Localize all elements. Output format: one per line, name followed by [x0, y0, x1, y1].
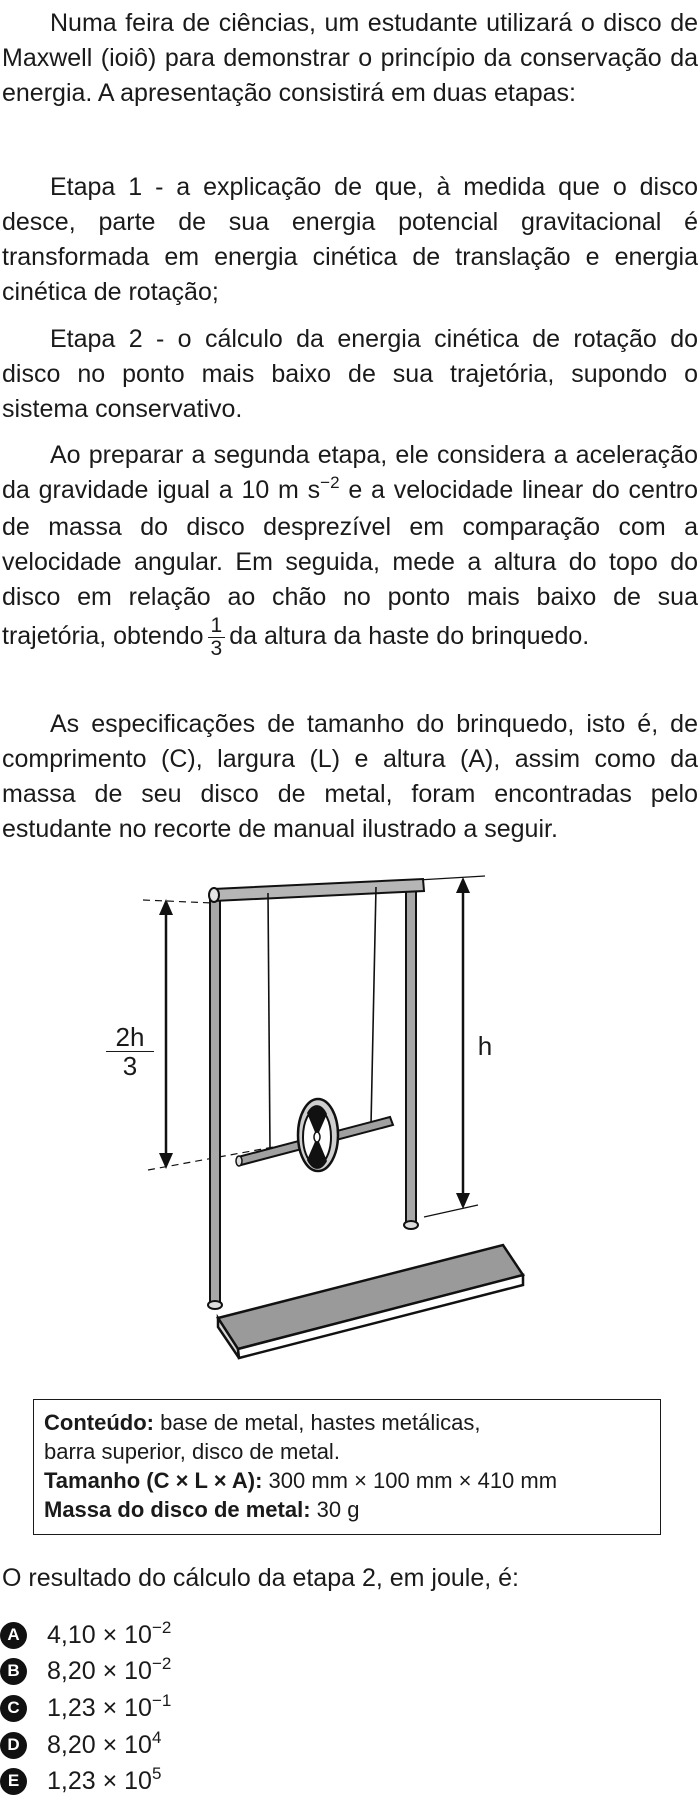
preparation-paragraph — [2, 438, 698, 660]
size-value: 300 mm × 100 mm × 410 mm — [262, 1468, 558, 1493]
two-h-thirds-label — [106, 1023, 154, 1080]
option-b-value: $8,20 \times 10^{-2}$ — [47, 1653, 172, 1685]
size-line — [44, 1466, 650, 1495]
option-d-badge: D — [0, 1732, 27, 1759]
top-dashed-line — [143, 900, 213, 903]
prep-text-a: Ao preparar a segunda etapa, ele considera a aceleração da gravidade igual a 10 m s — [2, 441, 698, 504]
left-arrow-down — [159, 1153, 173, 1169]
left-post — [210, 895, 220, 1305]
prep-text-c: da altura da haste do brinquedo. — [229, 622, 590, 651]
size-label: Tamanho (C × L × A): — [44, 1468, 263, 1493]
top-bar-end — [209, 888, 219, 902]
option-b[interactable] — [0, 1653, 171, 1689]
right-post-foot — [404, 1221, 418, 1229]
option-c-badge: C — [0, 1695, 27, 1722]
gravity-exponent: −2 — [320, 473, 340, 492]
option-e-badge: E — [0, 1768, 27, 1795]
specs-paragraph: As especificações de tamanho do brinquedo, isto é, de comprimento (C), largura (L) e altura (A), assim como da massa de seu disco de metal, foram encontradas pelo estudante no recorte de manual ilustrado a seguir. — [2, 710, 698, 843]
one-third-fraction — [208, 615, 226, 660]
content-line-2: barra superior, disco de metal. — [44, 1439, 340, 1464]
mass-line — [44, 1495, 650, 1524]
option-d[interactable] — [0, 1727, 161, 1763]
right-string — [371, 887, 376, 1125]
intro-paragraph: Numa feira de ciências, um estudante utilizará o disco de Maxwell (ioiô) para demonstrar o princípio da conservação da energia. A apresentação consistirá em duas etapas: — [2, 9, 698, 107]
right-arrow-up — [456, 877, 470, 893]
option-c-value: $1,23 \times 10^{-1}$ — [47, 1690, 172, 1722]
option-a-badge: A — [0, 1622, 27, 1649]
right-arrow-down — [456, 1193, 470, 1209]
option-a[interactable] — [0, 1617, 171, 1653]
left-post-foot — [208, 1301, 222, 1309]
label-numerator: 2h — [106, 1023, 154, 1052]
right-post — [406, 885, 416, 1225]
option-d-value: $8,20 \times 10^4$ — [47, 1727, 162, 1759]
top-right-line — [418, 876, 485, 880]
manual-specs-box — [33, 1399, 661, 1535]
bottom-right-line — [424, 1205, 478, 1217]
content-value-1: base de metal, hastes metálicas, — [153, 1410, 481, 1435]
option-b-badge: B — [0, 1658, 27, 1685]
prep-text-b: e a velocidade linear do centro de massa do disco desprezível em comparação com a velocidade angular. Em seguida, mede a altura do topo do disco em relação ao chão no ponto mais baixo de sua trajetória, obtendo — [2, 476, 698, 651]
content-label: Conteúdo: — [44, 1410, 154, 1435]
axle-left-end — [236, 1156, 242, 1166]
option-a-value: $4,10 \times 10^{-2}$ — [47, 1617, 172, 1649]
step2-paragraph: Etapa 2 - o cálculo da energia cinética de rotação do disco no ponto mais baixo de sua trajetória, supondo o sistema conservativo. — [2, 325, 698, 423]
mass-value: 30 g — [310, 1497, 360, 1522]
question-prompt: O resultado do cálculo da etapa 2, em joule, é: — [2, 1564, 519, 1592]
option-e[interactable] — [0, 1763, 161, 1799]
top-bar — [213, 879, 424, 901]
maxwell-disc-illustration — [118, 855, 578, 1395]
mass-label: Massa do disco de metal: — [44, 1497, 311, 1522]
fraction-numerator: 1 — [208, 615, 226, 638]
left-string — [268, 893, 270, 1150]
option-c[interactable] — [0, 1690, 171, 1726]
fraction-denominator: 3 — [210, 637, 223, 660]
h-label: h — [477, 1031, 493, 1061]
disc-hub — [314, 1132, 320, 1142]
label-denominator: 3 — [122, 1051, 138, 1081]
option-e-value: $1,23 \times 10^5$ — [47, 1763, 162, 1795]
step1-paragraph: Etapa 1 - a explicação de que, à medida que o disco desce, parte de sua energia potencial gravitacional é transformada em energia cinética de translação e energia cinética de rotação; — [2, 173, 698, 306]
content-line-1 — [44, 1408, 650, 1437]
maxwell-disc-figure — [115, 855, 578, 1395]
